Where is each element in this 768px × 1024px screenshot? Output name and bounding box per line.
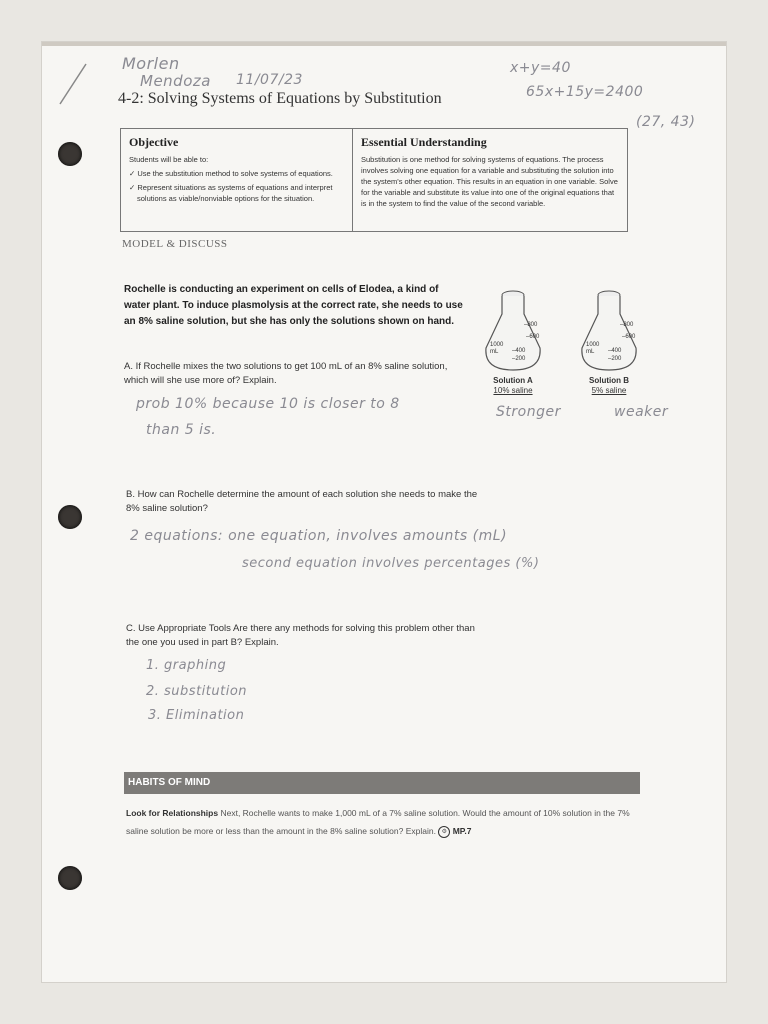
flask-a-concentration: 10% saline [493, 386, 533, 395]
flask-a-mark: –200 [512, 356, 526, 362]
flask-b-mark: –600 [622, 334, 636, 340]
question-a: A. If Rochelle mixes the two solutions to get 100 mL of an 8% saline solution, which will she use more of? Explain. [124, 361, 448, 386]
flask-a-note: Stronger [496, 404, 561, 420]
question-b: B. How can Rochelle determine the amount of each solution she needs to make the 8% saline solution? [126, 489, 478, 514]
answer-a-line-1: prob 10% because 10 is closer to 8 [136, 396, 400, 412]
answer-b-line-1: 2 equations: one equation, involves amounts (mL) [130, 528, 508, 544]
problem-statement: Rochelle is conducting an experiment on cells of Elodea, a kind of water plant. To induce plasmolysis at the correct rate, she needs to use an 8% saline solution, but she has only the solutions shown on hand. [124, 284, 463, 327]
flask-b-note: weaker [614, 404, 669, 420]
flask-b-mark: –800 [620, 322, 634, 328]
habits-lead: Look for Relationships [126, 808, 219, 818]
flask-a-mark: –400 [512, 348, 526, 354]
handwritten-solution: (27, 43) [636, 114, 696, 130]
answer-c-item: 3. Elimination [148, 708, 245, 723]
flask-a-label: Solution A [493, 376, 533, 385]
mp-tag: MP.7 [452, 826, 472, 836]
objective-item: ✓ Represent situations as systems of equations and interpret solutions as viable/nonviable options for the situation. [129, 183, 333, 203]
worksheet-page [42, 42, 726, 982]
objective-column [121, 129, 353, 231]
flask-a-volume: 1000 mL [490, 342, 504, 355]
objective-heading: Objective [129, 135, 179, 149]
habits-text: Next, Rochelle wants to make 1,000 mL of a 7% saline solution. Would the amount of 10% solution in the 7% saline solution be more or less than the amount in the 8% saline solution? Explain. [126, 808, 630, 836]
answer-c-item: 1. graphing [146, 658, 227, 673]
handwritten-equation-2: 65x+15y=2400 [526, 84, 644, 100]
objective-item: ✓ Use the substitution method to solve systems of equations. [129, 169, 333, 178]
answer-b-line-2: second equation involves percentages (%) [242, 556, 540, 571]
habits-of-mind-banner: HABITS OF MIND [124, 772, 640, 794]
binder-hole [58, 505, 82, 529]
flask-b-mark: –400 [608, 348, 622, 354]
flask-a-mark: –600 [526, 334, 540, 340]
binder-hole [58, 142, 82, 166]
student-last-name: Mendoza [140, 72, 211, 90]
flask-b-concentration: 5% saline [591, 386, 627, 395]
handwritten-date: 11/07/23 [236, 72, 303, 88]
essential-text: Substitution is one method for solving systems of equations. The process involves solving one equation for a variable and substituting the solution into the system's other equation. This results in an equation in one variable. Solve for the variable and substitute its value into one of the original equations that is in the system to find the value of the second variable. [361, 155, 618, 208]
answer-a-line-2: than 5 is. [146, 422, 217, 438]
section-label: MODEL & DISCUSS [122, 238, 228, 250]
objective-intro: Students will be able to: [129, 155, 209, 164]
mp-icon: ⚙ [438, 826, 450, 838]
handwritten-equation-1: x+y=40 [510, 60, 571, 76]
student-first-name: Morlen [122, 54, 180, 73]
objective-box [120, 128, 628, 232]
flask-a-mark: –800 [524, 322, 538, 328]
binder-hole [58, 866, 82, 890]
essential-understanding-column [353, 129, 627, 231]
flask-b-volume: 1000 mL [586, 342, 600, 355]
essential-heading: Essential Understanding [361, 135, 487, 149]
flask-b-mark: –200 [608, 356, 622, 362]
question-c: C. Use Appropriate Tools Are there any methods for solving this problem other than the one you used in part B? Explain. [126, 623, 475, 648]
worksheet-title: 4-2: Solving Systems of Equations by Substitution [118, 90, 442, 107]
answer-c-item: 2. substitution [146, 684, 248, 699]
habits-prompt [126, 804, 642, 840]
page-top-edge [42, 42, 726, 46]
pen-stroke-mark [56, 60, 90, 110]
flask-b-label: Solution B [589, 376, 629, 385]
